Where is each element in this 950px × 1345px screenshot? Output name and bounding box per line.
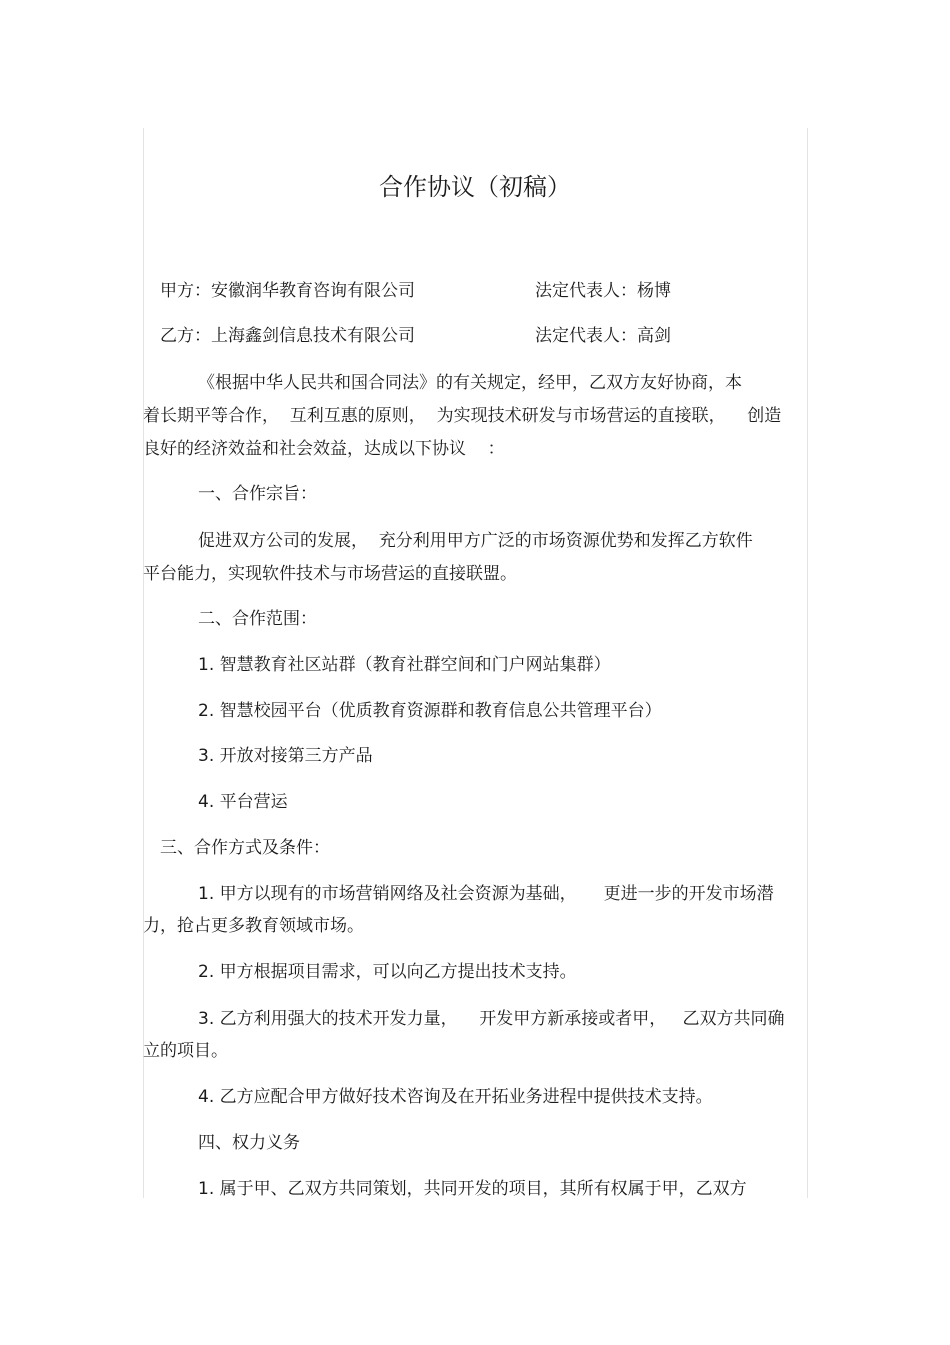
list-item: 1. 甲方以现有的市场营销网络及社会资源为基础， 更进一步的开发市场潜 [198,884,774,904]
list-item: 2. 智慧校园平台（优质教育资源群和教育信息公共管理平台） [198,701,662,721]
list-item: 2. 甲方根据项目需求，可以向乙方提出技术支持。 [198,962,577,982]
document-title: 合作协议（初稿） [379,173,571,201]
list-item: 1. 智慧教育社区站群（教育社群空间和门户网站集群） [198,655,611,675]
party-a: 甲方：安徽润华教育咨询有限公司 [160,281,415,301]
section-heading: 四、权力义务 [198,1133,300,1153]
list-item: 1. 属于甲、乙双方共同策划，共同开发的项目，其所有权属于甲，乙双方 [198,1179,747,1199]
list-item: 4. 平台营运 [198,792,288,812]
party-b-representative: 法定代表人：高剑 [535,326,671,346]
list-item: 4. 乙方应配合甲方做好技术咨询及在开拓业务进程中提供技术支持。 [198,1087,713,1107]
list-item: 3. 乙方利用强大的技术开发力量， 开发甲方新承接或者甲， 乙双方共同确 [198,1009,785,1029]
list-item-continuation: 立的项目。 [143,1041,228,1061]
section-heading: 一、合作宗旨： [198,484,317,504]
section-heading: 二、合作范围： [198,609,317,629]
preamble-line: 着长期平等合作， 互利互惠的原则， 为实现技术研发与市场营运的直接联， 创造 [143,406,782,426]
preamble-line: 《根据中华人民共和国合同法》的有关规定，经甲，乙双方友好协商，本 [198,373,742,393]
party-b: 乙方：上海鑫剑信息技术有限公司 [160,326,415,346]
paragraph-line: 促进双方公司的发展， 充分利用甲方广泛的市场资源优势和发挥乙方软件 [198,531,753,551]
preamble-line: 良好的经济效益和社会效益，达成以下协议 ： [143,439,505,459]
paragraph-line: 平台能力，实现软件技术与市场营运的直接联盟。 [143,564,517,584]
list-item-continuation: 力，抢占更多教育领域市场。 [143,916,364,936]
list-item: 3. 开放对接第三方产品 [198,746,373,766]
section-heading: 三、合作方式及条件： [160,838,330,858]
party-a-representative: 法定代表人：杨博 [535,281,671,301]
